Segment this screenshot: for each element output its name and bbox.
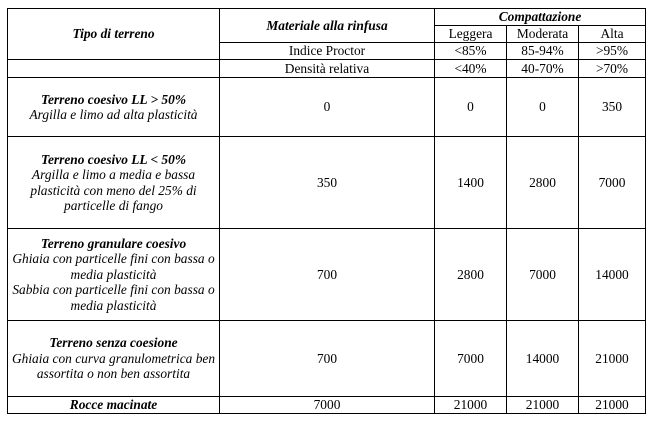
soil-type-name: Rocce macinate: [69, 397, 158, 413]
soil-type-cell: [8, 229, 220, 321]
high-value: 350: [579, 78, 646, 137]
density-value-high: >70%: [579, 60, 646, 78]
soil-type-cell: [8, 137, 220, 229]
proctor-value-high: >95%: [579, 43, 646, 60]
soil-type-name: Terreno coesivo LL > 50%: [41, 91, 186, 107]
header-level-moderate: Moderata: [507, 26, 579, 43]
header-compaction: Compattazione: [435, 9, 646, 26]
table-row: [8, 321, 646, 397]
soil-type-description: Argilla e limo a media e bassa plasticità con meno del 25% di particelle di fango: [30, 167, 197, 213]
soil-type-description: Argilla e limo ad alta plasticità: [29, 107, 198, 122]
high-value: 14000: [579, 229, 646, 321]
soil-type-name: Terreno senza coesione: [49, 335, 178, 351]
density-value-moderate: 40-70%: [507, 60, 579, 78]
high-value: 21000: [579, 397, 646, 414]
table-row: [8, 397, 646, 414]
soil-compaction-table: [7, 8, 646, 414]
soil-type-cell: [8, 78, 220, 137]
header-level-high: Alta: [579, 26, 646, 43]
soil-type-name: Terreno granulare coesivo: [40, 235, 187, 251]
high-value: 21000: [579, 321, 646, 397]
proctor-label: Indice Proctor: [220, 43, 435, 60]
bulk-value: 700: [220, 321, 435, 397]
bulk-value: 700: [220, 229, 435, 321]
proctor-value-moderate: 85-94%: [507, 43, 579, 60]
header-bulk-material: Materiale alla rinfusa: [220, 9, 435, 43]
header-level-light: Leggera: [435, 26, 507, 43]
bulk-value: 350: [220, 137, 435, 229]
high-value: 7000: [579, 137, 646, 229]
soil-type-name: Terreno coesivo LL < 50%: [41, 151, 186, 167]
soil-type-description: Ghiaia con particelle fini con bassa o media plasticità: [12, 251, 215, 282]
density-label: Densità relativa: [220, 60, 435, 78]
soil-type-cell: [8, 321, 220, 397]
soil-type-description: Ghiaia con curva granulometrica ben assortita o non ben assortita: [11, 350, 216, 382]
bulk-value: 0: [220, 78, 435, 137]
spacer-cell: [8, 60, 220, 78]
table-row: [8, 229, 646, 321]
bulk-value: 7000: [220, 397, 435, 414]
moderate-value: 7000: [507, 229, 579, 321]
header-soil-type: Tipo di terreno: [8, 9, 220, 60]
soil-type-description: Sabbia con particelle fini con bassa o media plasticità: [12, 282, 215, 313]
density-value-light: <40%: [435, 60, 507, 78]
light-value: 1400: [435, 137, 507, 229]
moderate-value: 2800: [507, 137, 579, 229]
moderate-value: 14000: [507, 321, 579, 397]
table-row: [8, 137, 646, 229]
light-value: 0: [435, 78, 507, 137]
soil-type-cell: [8, 397, 220, 414]
moderate-value: 0: [507, 78, 579, 137]
proctor-value-light: <85%: [435, 43, 507, 60]
light-value: 7000: [435, 321, 507, 397]
light-value: 2800: [435, 229, 507, 321]
table-row: [8, 78, 646, 137]
light-value: 21000: [435, 397, 507, 414]
moderate-value: 21000: [507, 397, 579, 414]
